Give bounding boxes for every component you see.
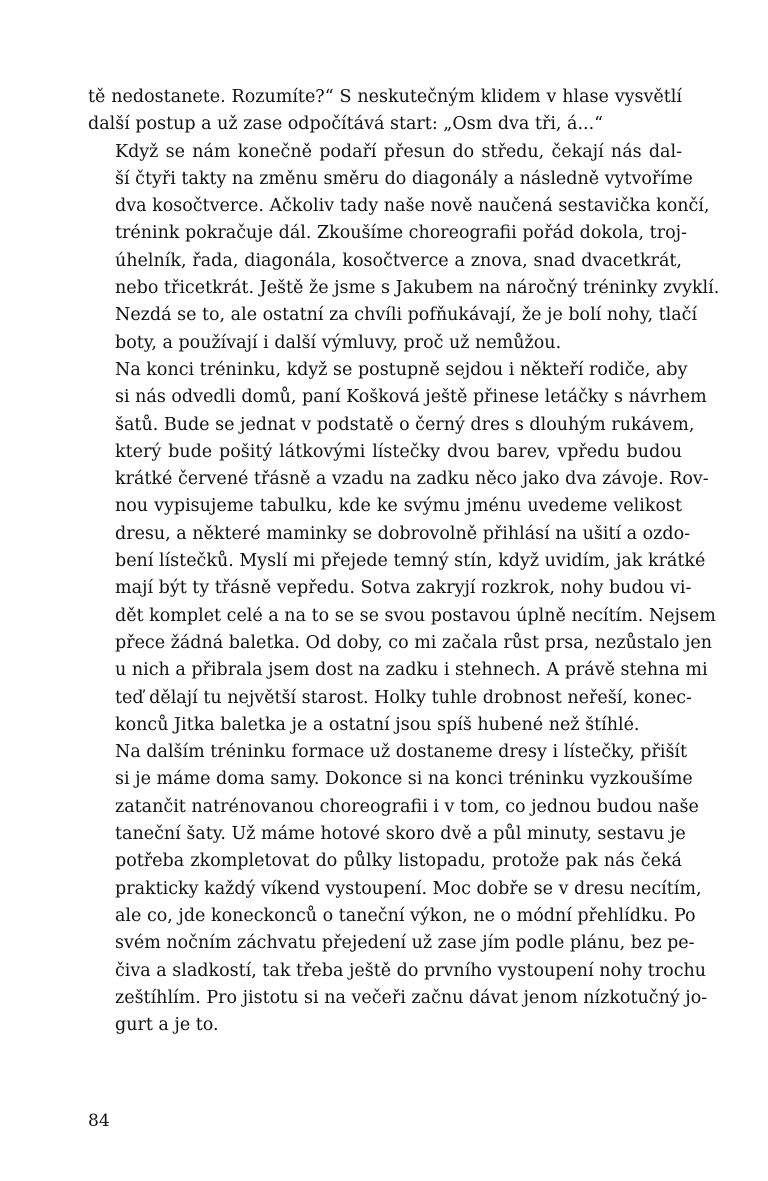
text-line: čiva a sladkostí, tak třeba ještě do prvního vystoupení nohy trochu <box>115 960 707 981</box>
text-line: u nich a přibrala jsem dost na zadku i stehnech. A právě stehna mi <box>115 660 708 681</box>
text-line: ale co, jde koneckonců o taneční výkon, ne o módní přehlídku. Po <box>115 905 696 926</box>
text-line: Když se nám konečně podaří přesun do středu, čekají nás dal- <box>115 141 682 162</box>
text-line: prakticky každý víkend vystoupení. Moc dobře se v dresu necítím, <box>115 878 702 899</box>
text-line: gurt a je to. <box>115 1015 219 1036</box>
text-line: potřeba zkompletovat do půlky listopadu, protože pak nás čeká <box>115 851 682 872</box>
text-line: dresu, a některé maminky se dobrovolně přihlásí na ušití a ozdo- <box>115 523 691 544</box>
text-line: úhelník, řada, diagonála, kosočtverce a znova, snad dvacetkrát, <box>115 250 682 271</box>
page-body <box>88 84 720 1039</box>
text-line: tě nedostanete. Rozumíte?“ S neskutečným klidem v hlase vysvětlí <box>88 87 682 107</box>
text-line: zatančit natrénovanou choreografii i v tom, co jednou budou naše <box>115 796 699 817</box>
page-number: 84 <box>88 1111 110 1131</box>
text-line: dět komplet celé a na to se se svou postavou úplně necítím. Nejsem <box>115 605 716 626</box>
text-line: ší čtyři takty na změnu směru do diagonály a následně vytvoříme <box>115 168 693 189</box>
text-line: krátké červené třásně a vzadu na zadku něco jako dva závoje. Rov- <box>115 469 709 490</box>
paragraph <box>88 139 720 357</box>
text-line: mají být ty třásně vepředu. Sotva zakryjí rozkrok, nohy budou vi- <box>115 578 692 599</box>
paragraph <box>88 84 682 139</box>
text-line: další postup a už zase odpočítává start: „Osm dva tři, á...“ <box>88 114 604 135</box>
text-line: si nás odvedli domů, paní Košková ještě přinese letáčky s návrhem <box>115 387 707 408</box>
text-line: nebo třicetkrát. Ještě že jsme s Jakubem na náročný tréninky zvyklí. <box>115 278 720 299</box>
text-line: šatů. Bude se jednat v podstatě o černý dres s dlouhým rukávem, <box>115 414 695 435</box>
text-line: konců Jitka baletka je a ostatní jsou spíš hubené než štíhlé. <box>115 714 640 735</box>
paragraph <box>88 357 716 739</box>
text-line: boty, a používají i další výmluvy, proč už nemůžou. <box>115 332 562 353</box>
text-line: Nezdá se to, ale ostatní za chvíli pofňukávají, že je bolí nohy, tlačí <box>115 305 698 326</box>
text-line: přece žádná baletka. Od doby, co mi začala růst prsa, nezůstalo jen <box>115 632 713 653</box>
text-line: trénink pokračuje dál. Zkoušíme choreografii pořád dokola, troj- <box>115 223 687 244</box>
text-line: zeštíhlím. Pro jistotu si na večeři začnu dávat jenom nízkotučný jo- <box>115 987 708 1008</box>
text-line: teď dělají tu největší starost. Holky tuhle drobnost neřeší, konec- <box>115 687 692 708</box>
paragraph <box>88 739 708 1039</box>
text-line: svém nočním záchvatu přejedení už zase jím podle plánu, bez pe- <box>115 933 695 954</box>
text-line: nou vypisujeme tabulku, kde ke svýmu jménu uvedeme velikost <box>115 496 682 517</box>
text-line: Na dalším tréninku formace už dostaneme dresy i lístečky, přišít <box>115 742 688 763</box>
text-line: který bude pošitý látkovými lístečky dvou barev, vpředu budou <box>115 441 682 462</box>
text-line: si je máme doma samy. Dokonce si na konci tréninku vyzkoušíme <box>115 769 693 790</box>
text-line: bení lístečků. Myslí mi přejede temný stín, když uvidím, jak krátké <box>115 551 706 572</box>
text-line: Na konci tréninku, když se postupně sejdou i někteří rodiče, aby <box>115 359 688 380</box>
text-line: dva kosočtverce. Ačkoliv tady naše nově naučená sestavička končí, <box>115 196 710 217</box>
text-line: taneční šaty. Už máme hotové skoro dvě a půl minuty, sestavu je <box>115 824 686 845</box>
